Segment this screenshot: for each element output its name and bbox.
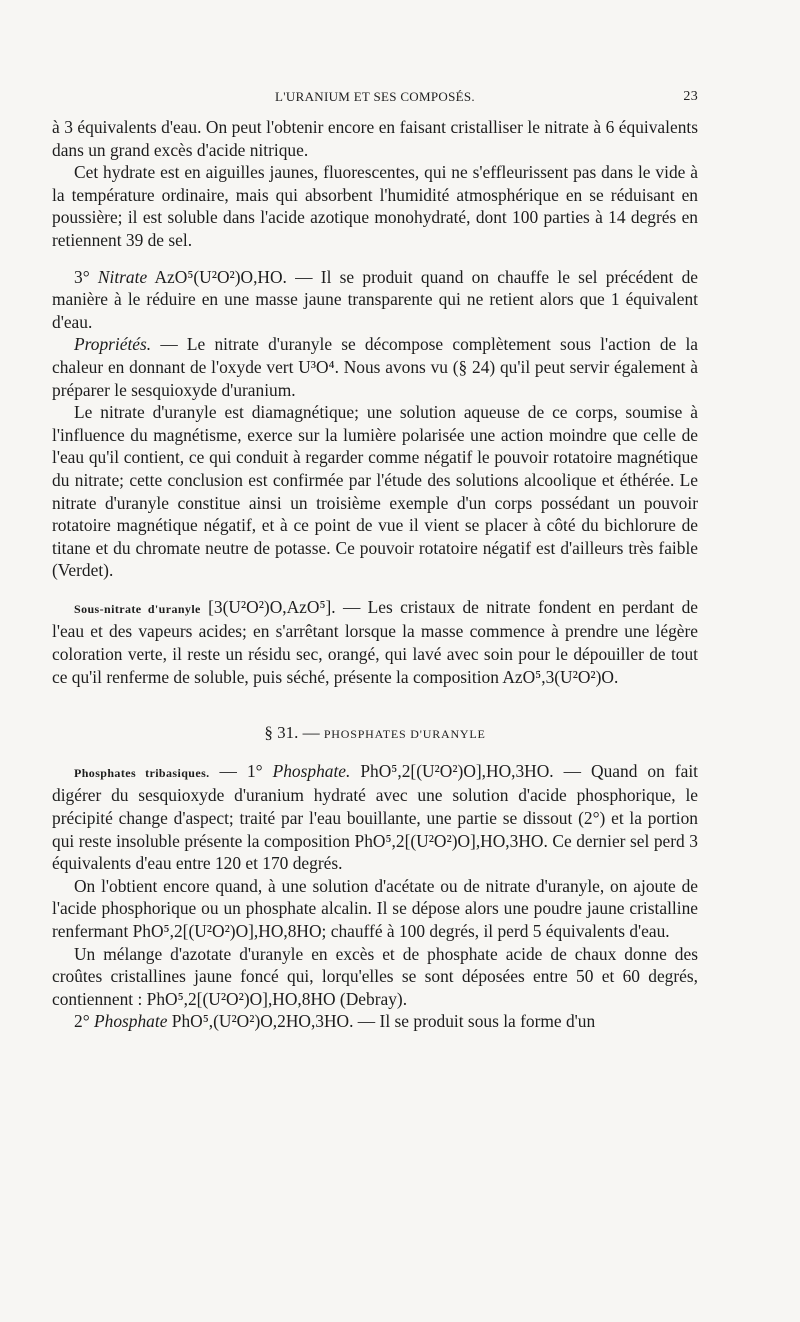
item-text: AzO⁵(U²O²)O,HO. — Il se produit quand on chauffe le sel précédent de manière à le réduire en une masse jaune transparente qui ne retient alors que 1 équivalent d'eau. xyxy=(52,266,698,332)
paragraph-obtention: On l'obtient encore quand, à une solution d'acétate ou de nitrate d'uranyle, on ajoute de l'acide phosphorique ou un phosphate alcalin. Il se dépose alors une poudre jaune cristalline renfermant PhO⁵,2[(U²O²)O],HO,8HO; chauffé à 100 degrés, il perd 5 équivalents d'eau. xyxy=(52,875,698,941)
item-text: — Le nitrate d'uranyle se décompose complètement sous l'action de la chaleur en donnant de l'oxyde vert U³O⁴. Nous avons vu (§ 24) qu'il peut servir également à préparer le sesquioxyde d'uranium. xyxy=(52,334,698,400)
paragraph-nitrate-3 xyxy=(52,266,698,334)
paragraph-proprietes xyxy=(52,333,698,401)
item-title: Propriétés. xyxy=(74,334,152,355)
paragraph-melange: Un mélange d'azotate d'uranyle en excès et de phosphate acide de chaux donne des croûtes cristallines jaune foncé qui, lorqu'elles se sont déposées entre 50 et 60 degrés, contiennent : PhO⁵,2[(U²O²)O],HO,8HO (Debray). xyxy=(52,943,698,1009)
item-number: 2° xyxy=(74,1011,94,1032)
paragraph-phosphates-tribasiques xyxy=(52,760,698,875)
item-title: Phosphate. xyxy=(272,760,351,781)
paragraph-diamagnetique: Le nitrate d'uranyle est diamagnétique; une solution aqueuse de ce corps, soumise à l'influence du magnétisme, exerce sur la lumière polarisée une action moindre que celle de l'eau qu'il contient, ce qui conduit à regarder comme négatif le pouvoir rotatoire magnétique du nitrate; cette conclusion est confirmée par l'étude des solutions alcoolique et éthérée. Le nitrate d'uranyle constitue ainsi un troisième exemple d'un corps possédant un pouvoir rotatoire magnétique négatif, et à ce point de vue il vient se placer à côté du bichlorure de titane et du chromate neutre de potasse. Ce pouvoir rotatoire négatif est d'ailleurs très faible (Verdet). xyxy=(52,402,698,581)
running-head xyxy=(52,86,698,112)
page-number: 23 xyxy=(683,89,698,104)
item-text: — 1° xyxy=(209,760,273,781)
run-in-heading: Sous-nitrate d'uranyle xyxy=(74,601,201,616)
paragraph-sous-nitrate xyxy=(52,596,698,688)
item-text: PhO⁵,2[(U²O²)O],HO,3HO. — Quand on fait digérer du sesquioxyde d'uranium hydraté avec une solution d'acide phosphorique, le précipité change d'aspect; traité par l'eau bouillante, une partie se dissout (2°) et la portion qui reste insoluble présente la composition PhO⁵,2[(U²O²)O],HO,3HO. Ce dernier sel perd 3 équivalents d'eau entre 120 et 170 degrés. xyxy=(52,760,698,874)
item-title: Phosphate xyxy=(94,1011,168,1032)
item-text: [3(U²O²)O,AzO⁵]. — Les cristaux de nitrate fondent en perdant de l'eau et des vapeurs acides; en s'arrêtant lorsque la masse commence à prendre une légère coloration verte, il reste un résidu sec, orangé, qui lavé avec soin pour le dépouiller de tout ce qu'il renferme de soluble, puis séché, présente la composition AzO⁵,3(U²O²)O. xyxy=(52,596,698,687)
section-title: PHOSPHATES D'URANYLE xyxy=(323,727,486,742)
page-body xyxy=(52,86,698,1033)
item-text: PhO⁵,(U²O²)O,2HO,3HO. — Il se produit sous la forme d'un xyxy=(167,1011,596,1032)
paragraph-phosphate-2 xyxy=(52,1010,698,1033)
paragraph-continuation: à 3 équivalents d'eau. On peut l'obtenir encore en faisant cristalliser le nitrate à 6 équivalents dans un grand excès d'acide nitrique. xyxy=(52,117,698,160)
running-head-title: L'URANIUM ET SES COMPOSÉS. xyxy=(275,89,475,104)
item-number: 3° xyxy=(74,266,98,287)
run-in-heading: Phosphates tribasiques. xyxy=(74,765,210,780)
section-heading xyxy=(52,722,698,746)
paragraph-hydrate: Cet hydrate est en aiguilles jaunes, fluorescentes, qui ne s'effleurissent pas dans le vide à la température ordinaire, mais qui absorbent l'humidité atmosphérique en se réduisant en poussière; il est soluble dans l'acide azotique monohydraté, dont 100 parties à 14 degrés en retiennent 39 de sel. xyxy=(52,162,698,250)
section-number: § 31. — xyxy=(264,723,324,743)
item-title: Nitrate xyxy=(97,266,148,287)
